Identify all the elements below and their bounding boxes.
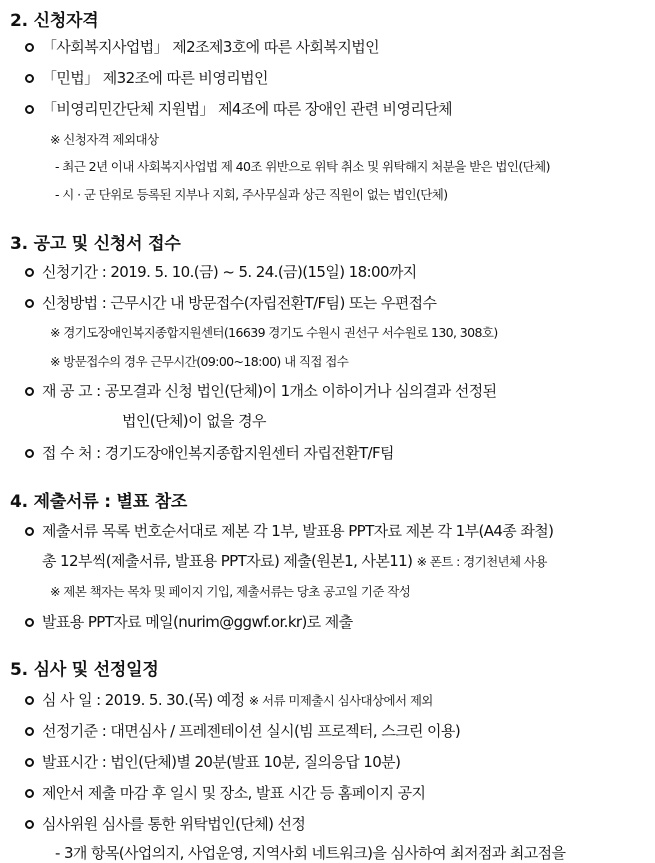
eligibility-item-2: 「민법」 제32조에 따른 비영리법인: [42, 69, 268, 87]
bullet-circle-icon: [25, 527, 34, 536]
bullet-circle-icon: [25, 449, 34, 458]
bullet-circle-icon: [25, 299, 34, 308]
bullet-circle-icon: [25, 387, 34, 396]
committee-selection: 심사위원 심사를 통한 위탁법인(단체) 선정: [42, 815, 306, 833]
eligibility-item-1: 「사회복지사업법」 제2조제3호에 따른 사회복지법인: [42, 38, 379, 56]
bullet-circle-icon: [25, 758, 34, 767]
documents-line-1: 제출서류 목록 번호순서대로 제본 각 1부, 발표용 PPT자료 제본 각 1부(A4종 좌철): [42, 522, 554, 540]
homepage-notice: 제안서 제출 마감 후 일시 및 장소, 발표 시간 등 홈페이지 공지: [42, 784, 426, 802]
application-method: 신청방법 : 근무시간 내 방문접수(자립전환T/F팀) 또는 우편접수: [42, 294, 437, 312]
review-date-note: ※ 서류 미제출시 심사대상에서 제외: [248, 693, 433, 708]
bullet-circle-icon: [25, 105, 34, 114]
committee-selection-detail: - 3개 항목(사업의지, 사업운영, 지역사회 네트워크)을 심사하여 최저점과 최고점을: [55, 844, 566, 862]
exclusion-note-1: - 최근 2년 이내 사회복지사업법 제 40조 위반으로 위탁 취소 및 위탁해지 처분을 받은 법인(단체): [55, 159, 550, 174]
review-date-line: [42, 689, 433, 710]
eligibility-item-3: 「비영리민간단체 지원법」 제4조에 따른 장애인 관련 비영리단체: [42, 100, 453, 118]
presentation-time: 발표시간 : 법인(단체)별 20분(발표 10분, 질의응답 10분): [42, 753, 401, 771]
reannouncement-line-1: 재 공 고 : 공모결과 신청 법인(단체)이 1개소 이하이거나 심의결과 선정된: [42, 382, 497, 400]
exclusion-note-title: ※ 신청자격 제외대상: [50, 132, 159, 147]
bullet-circle-icon: [25, 74, 34, 83]
section-5-title: 5. 심사 및 선정일정: [10, 660, 159, 680]
bullet-circle-icon: [25, 727, 34, 736]
section-2-title: 2. 신청자격: [10, 11, 99, 31]
method-note-hours: ※ 방문접수의 경우 근무시간(09:00~18:00) 내 직접 접수: [50, 354, 349, 369]
font-note: ※ 폰트 : 경기천년체 사용: [416, 554, 547, 569]
selection-criteria: 선정기준 : 대면심사 / 프레젠테이션 실시(빔 프로젝터, 스크린 이용): [42, 722, 461, 740]
section-3-title: 3. 공고 및 신청서 접수: [10, 234, 181, 254]
reannouncement-line-2: 법인(단체)이 없을 경우: [122, 412, 266, 430]
section-4-title: 4. 제출서류 : 별표 참조: [10, 492, 188, 512]
ppt-email-submission: 발표용 PPT자료 메일(nurim@ggwf.or.kr)로 제출: [42, 613, 353, 631]
documents-line-2: [42, 550, 547, 571]
bullet-circle-icon: [25, 618, 34, 627]
method-note-address: ※ 경기도장애인복지종합지원센터(16639 경기도 수원시 권선구 서수원로 130, 308호): [50, 325, 498, 340]
binding-note: ※ 제본 책자는 목차 및 페이지 기입, 제출서류는 당초 공고일 기준 작성: [50, 584, 411, 599]
application-period: 신청기간 : 2019. 5. 10.(금) ~ 5. 24.(금)(15일) 18:00까지: [42, 263, 417, 281]
review-date: 심 사 일 : 2019. 5. 30.(목) 예정: [42, 691, 245, 709]
receiving-office: 접 수 처 : 경기도장애인복지종합지원센터 자립전환T/F팀: [42, 444, 394, 462]
exclusion-note-2: - 시 · 군 단위로 등록된 지부나 지회, 주사무실과 상근 직원이 없는 법인(단체): [55, 187, 448, 202]
bullet-circle-icon: [25, 820, 34, 829]
bullet-circle-icon: [25, 43, 34, 52]
bullet-circle-icon: [25, 268, 34, 277]
bullet-circle-icon: [25, 789, 34, 798]
documents-count: 총 12부씩(제출서류, 발표용 PPT자료) 제출(원본1, 사본11): [42, 552, 413, 570]
bullet-circle-icon: [25, 696, 34, 705]
